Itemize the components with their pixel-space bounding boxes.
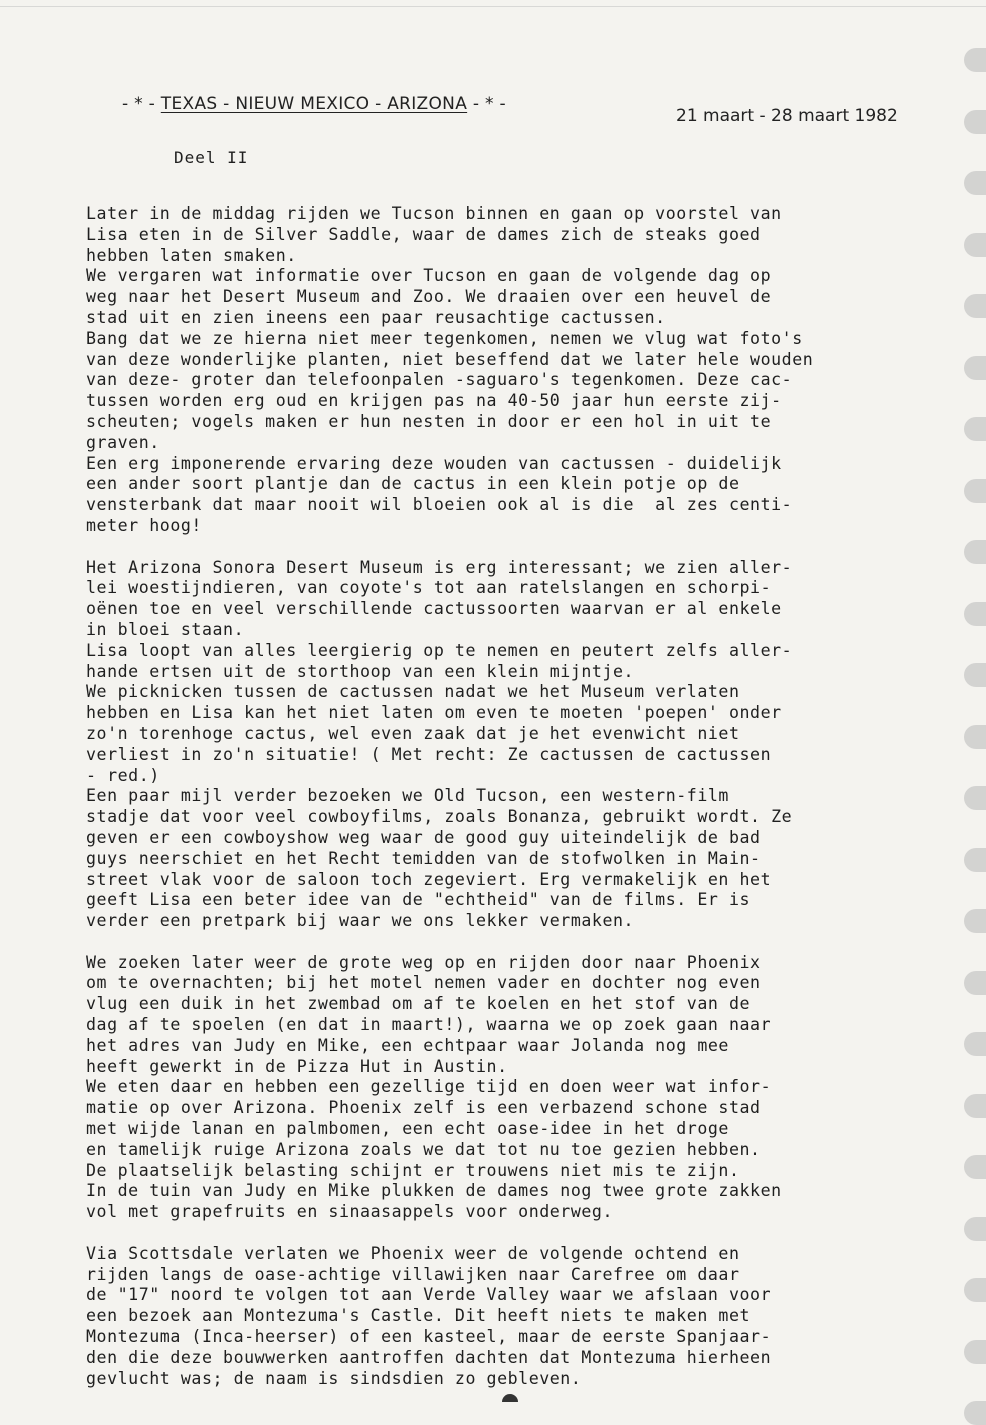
- binder-hole: [964, 294, 986, 318]
- text-line: den die deze bouwwerken aantroffen dachten dat Montezuma hierheen: [86, 1347, 772, 1367]
- binder-hole: [964, 233, 986, 257]
- header-prefix: - * -: [122, 94, 161, 114]
- text-line: vol met grapefruits en sinaasappels voor onderweg.: [86, 1202, 614, 1222]
- text-line: vensterbank dat maar nooit wil bloeien ook al is die al zes centi-: [86, 495, 793, 515]
- text-line: Bang dat we ze hierna niet meer tegenkomen, nemen we vlug wat foto's: [86, 328, 803, 348]
- text-line: We zoeken later weer de grote weg op en rijden door naar Phoenix: [86, 952, 761, 972]
- paragraph: [86, 1244, 966, 1390]
- binder-hole: [964, 417, 986, 441]
- text-line: Lisa eten in de Silver Saddle, waar de dames zich de steaks goed: [86, 224, 761, 244]
- text-line: Later in de middag rijden we Tucson binnen en gaan op voorstel van: [86, 204, 782, 223]
- binder-hole: [964, 1032, 986, 1056]
- text-line: We vergaren wat informatie over Tucson en gaan de volgende dag op: [86, 266, 772, 286]
- text-line: vlug een duik in het zwembad om af te koelen en het stof van de: [86, 994, 751, 1014]
- text-line: van deze- groter dan telefoonpalen -saguaro's tegenkomen. Deze cac-: [86, 370, 793, 390]
- text-line: zo'n torenhoge cactus, wel even zaak dat je het evenwicht niet: [86, 723, 740, 743]
- binder-hole: [964, 479, 986, 503]
- binder-hole: [964, 848, 986, 872]
- text-line: lei woestijndieren, van coyote's tot aan ratelslangen en schorpi-: [86, 578, 772, 598]
- header-title: [122, 94, 506, 114]
- header-route: TEXAS - NIEUW MEXICO - ARIZONA: [160, 94, 468, 114]
- paragraph: [86, 953, 966, 1223]
- text-line: van deze wonderlijke planten, niet beseffend dat we later hele wouden: [86, 349, 814, 369]
- text-line: Via Scottsdale verlaten we Phoenix weer de volgende ochtend en: [86, 1243, 740, 1263]
- text-line: verder een pretpark bij waar we ons lekker vermaken.: [86, 911, 635, 931]
- paragraph: [86, 204, 966, 537]
- text-line: Montezuma (Inca-heerser) of een kasteel, maar de eerste Spanjaar-: [86, 1327, 772, 1347]
- paragraph-gap: [86, 537, 966, 558]
- text-line: - red.): [86, 765, 160, 785]
- text-line: street vlak voor de saloon toch zegeviert. Erg vermakelijk en het: [86, 869, 772, 889]
- text-line: scheuten; vogels maken er hun nesten in door er een hol in uit te: [86, 411, 772, 431]
- text-line: We picknicken tussen de cactussen nadat we het Museum verlaten: [86, 682, 740, 702]
- binder-hole: [964, 663, 986, 687]
- binder-hole: [964, 909, 986, 933]
- binder-hole: [964, 602, 986, 626]
- text-line: dag af te spoelen (en dat in maart!), waarna we op zoek gaan naar: [86, 1015, 772, 1035]
- text-line: en tamelijk ruige Arizona zoals we dat tot nu toe gezien hebben.: [86, 1139, 761, 1159]
- binder-hole: [964, 48, 986, 72]
- binder-hole: [964, 540, 986, 564]
- binder-hole: [964, 725, 986, 749]
- binder-hole: [964, 1278, 986, 1302]
- page-bottom-mark: [502, 1394, 518, 1402]
- binder-hole: [964, 171, 986, 195]
- text-line: Het Arizona Sonora Desert Museum is erg interessant; we zien aller-: [86, 557, 793, 577]
- text-line: verliest in zo'n situatie! ( Met recht: Ze cactussen de cactussen: [86, 744, 772, 764]
- text-line: om te overnachten; bij het motel nemen vader en dochter nog even: [86, 973, 761, 993]
- binder-hole: [964, 356, 986, 380]
- text-line: De plaatselijk belasting schijnt er trouwens niet mis te zijn.: [86, 1160, 740, 1180]
- text-line: geven er een cowboyshow weg waar de good guy uiteindelijk de bad: [86, 827, 761, 847]
- text-line: Lisa loopt van alles leergierig op te nemen en peutert zelfs aller-: [86, 640, 793, 660]
- binder-hole: [964, 971, 986, 995]
- text-line: rijden langs de oase-achtige villawijken naar Carefree om daar: [86, 1264, 740, 1284]
- body-text: [86, 204, 966, 1389]
- binder-hole: [964, 1401, 986, 1425]
- paragraph-gap: [86, 1223, 966, 1244]
- text-line: meter hoog!: [86, 515, 202, 535]
- text-line: oënen toe en veel verschillende cactussoorten waarvan er al enkele: [86, 599, 782, 619]
- binder-hole: [964, 1094, 986, 1118]
- text-line: Een erg imponerende ervaring deze wouden van cactussen - duidelijk: [86, 453, 782, 473]
- text-line: tussen worden erg oud en krijgen pas na 40-50 jaar hun eerste zij-: [86, 391, 782, 411]
- text-line: stadje dat voor veel cowboyfilms, zoals Bonanza, gebruikt wordt. Ze: [86, 807, 793, 827]
- binder-hole: [964, 1340, 986, 1364]
- text-line: stad uit en zien ineens een paar reusachtige cactussen.: [86, 307, 666, 327]
- text-line: heeft gewerkt in de Pizza Hut in Austin.: [86, 1056, 508, 1076]
- text-line: hande ertsen uit de storthoop van een klein mijntje.: [86, 661, 635, 681]
- binder-hole: [964, 1217, 986, 1241]
- binder-hole: [964, 1155, 986, 1179]
- text-line: met wijde lanan en palmbomen, een echt oase-idee in het droge: [86, 1119, 729, 1139]
- scan-edge-line: [0, 6, 986, 7]
- text-line: in bloei staan.: [86, 619, 245, 639]
- binder-hole: [964, 786, 986, 810]
- header-date: 21 maart - 28 maart 1982: [676, 106, 898, 126]
- binder-holes: [946, 0, 986, 1402]
- text-line: Een paar mijl verder bezoeken we Old Tucson, een western-film: [86, 786, 729, 806]
- text-line: een ander soort plantje dan de cactus in een klein potje op de: [86, 474, 740, 494]
- text-line: gevlucht was; de naam is sindsdien zo gebleven.: [86, 1368, 582, 1388]
- text-line: In de tuin van Judy en Mike plukken de dames nog twee grote zakken: [86, 1181, 782, 1201]
- text-line: weg naar het Desert Museum and Zoo. We draaien over een heuvel de: [86, 287, 772, 307]
- text-line: graven.: [86, 432, 160, 452]
- part-label: Deel II: [174, 148, 249, 167]
- text-line: matie op over Arizona. Phoenix zelf is een verbazend schone stad: [86, 1098, 761, 1118]
- text-line: geeft Lisa een beter idee van de "echtheid" van de films. Er is: [86, 890, 751, 910]
- binder-hole: [964, 110, 986, 134]
- text-line: de "17" noord te volgen tot aan Verde Valley waar we afslaan voor: [86, 1285, 772, 1305]
- header-suffix: - * -: [467, 94, 506, 114]
- paragraph: [86, 558, 966, 932]
- text-line: een bezoek aan Montezuma's Castle. Dit heeft niets te maken met: [86, 1306, 751, 1326]
- text-line: hebben laten smaken.: [86, 245, 297, 265]
- text-line: hebben en Lisa kan het niet laten om even te moeten 'poepen' onder: [86, 703, 782, 723]
- text-line: het adres van Judy en Mike, een echtpaar waar Jolanda nog mee: [86, 1035, 729, 1055]
- text-line: guys neerschiet en het Recht temidden van de stofwolken in Main-: [86, 848, 761, 868]
- text-line: We eten daar en hebben een gezellige tijd en doen weer wat infor-: [86, 1077, 772, 1097]
- paragraph-gap: [86, 932, 966, 953]
